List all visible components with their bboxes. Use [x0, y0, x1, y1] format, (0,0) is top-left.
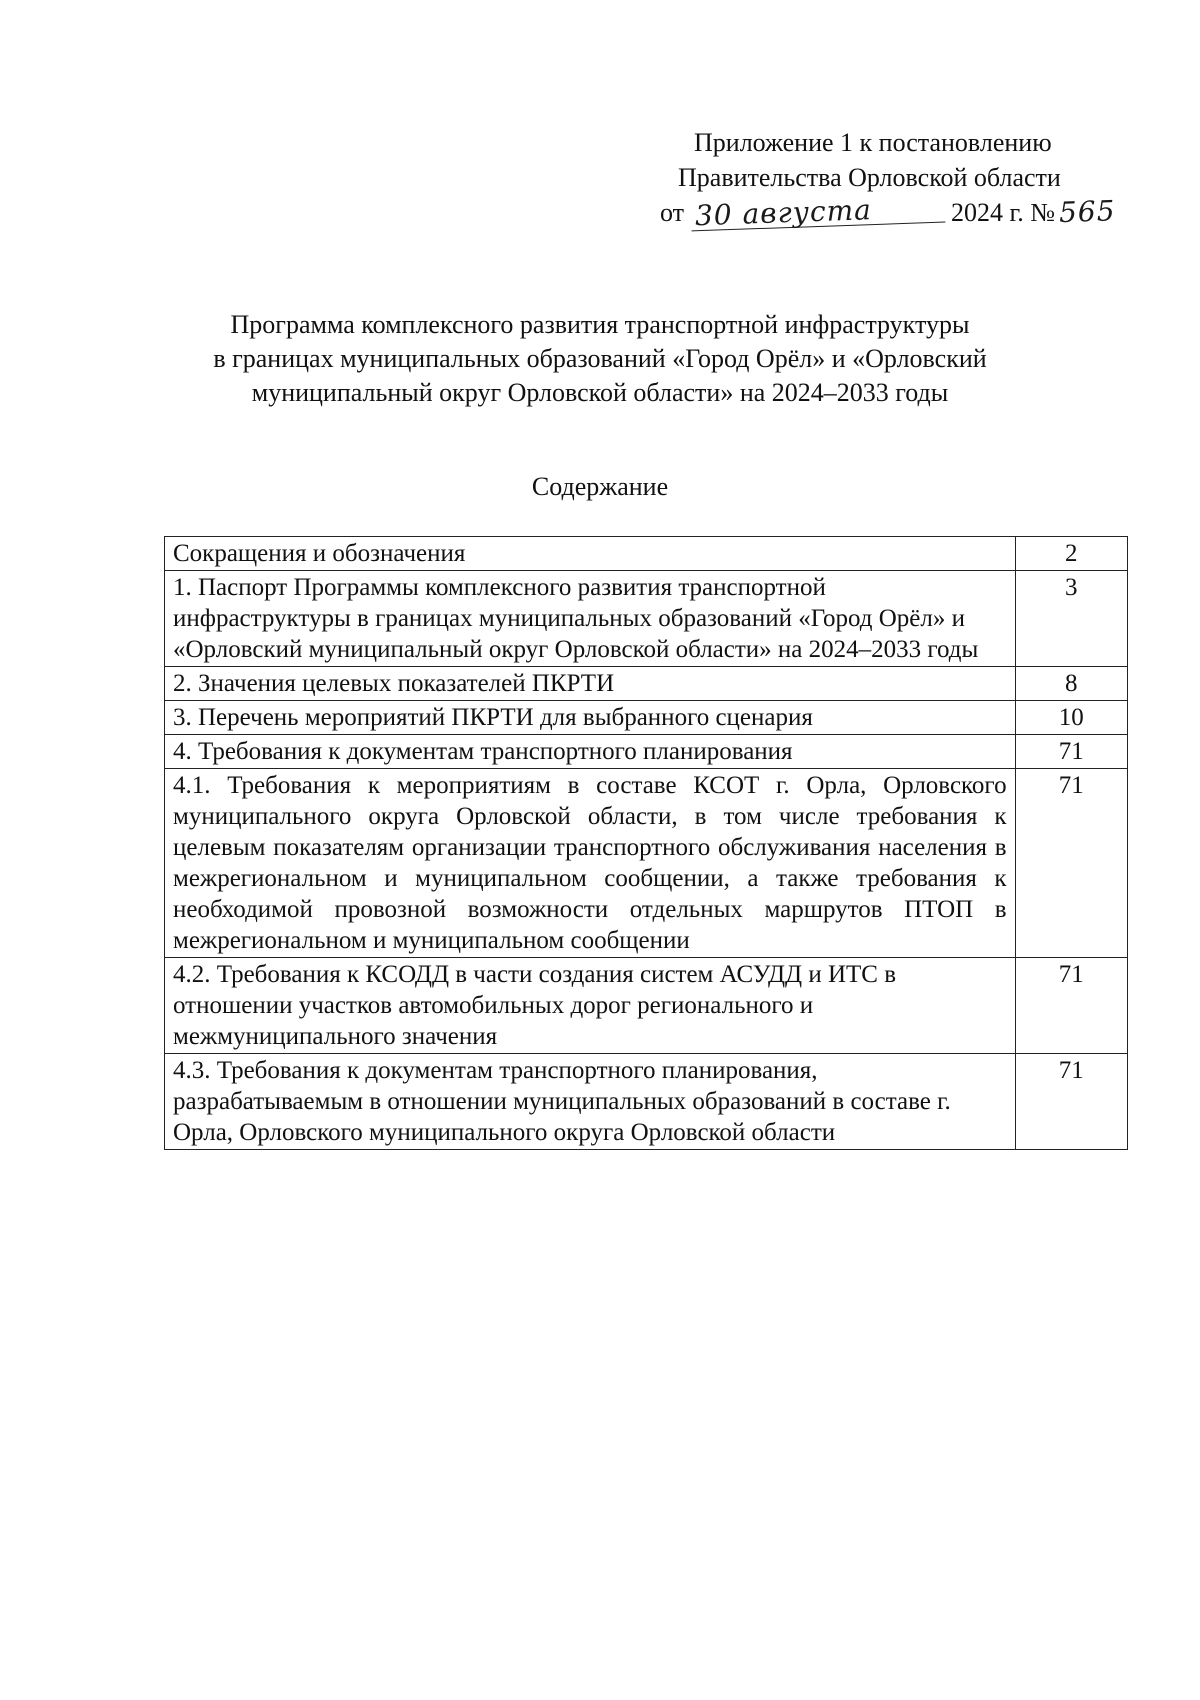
handwritten-number: 565 [1058, 194, 1117, 230]
toc-row [165, 735, 1128, 769]
toc-entry-page: 3 [1015, 571, 1127, 667]
program-title-line-1: Программа комплексного развития транспортной инфраструктуры [230, 310, 970, 339]
toc-entry-title: 4.2. Требования к КСОДД в части создания систем АСУДД и ИТС в отношении участков автомобильных дорог регионального и межмуниципального значения [165, 958, 1016, 1054]
toc-entry-page: 71 [1015, 735, 1127, 769]
toc-row [165, 537, 1128, 571]
toc-row [165, 769, 1128, 958]
toc-entry-title: 4. Требования к документам транспортного планирования [165, 735, 1016, 769]
toc-entry-page: 71 [1015, 1054, 1127, 1150]
toc-entry-page: 71 [1015, 769, 1127, 958]
contents-heading: Содержание [531, 472, 669, 501]
toc-entry-title: Сокращения и обозначения [165, 537, 1016, 571]
approval-line-date-number [640, 193, 1140, 233]
toc-row [165, 571, 1128, 667]
toc-row [165, 667, 1128, 701]
approval-line-government: Правительства Орловской области [678, 163, 1061, 192]
approval-block [640, 125, 1140, 233]
toc-entry-page: 71 [1015, 958, 1127, 1054]
handwritten-date: 30 августа [690, 194, 945, 232]
year-label: 2024 г. № [951, 198, 1056, 227]
toc-row [165, 958, 1128, 1054]
toc-entry-title: 4.3. Требования к документам транспортного планирования, разрабатываемым в отношении муниципальных образований в составе г. Орла, Орловского муниципального округа Орловской области [165, 1054, 1016, 1150]
program-title-line-3: муниципальный округ Орловской области» на 2024–2033 годы [251, 378, 949, 407]
toc-entry-title: 4.1. Требования к мероприятиям в составе КСОТ г. Орла, Орловского муниципального округа Орловской области, в том числе требования к целевым показателям организации транспортного обслуживания населения в межрегиональном и муниципальном сообщении, а также требования к необходимой провозной возможности отдельных маршрутов ПТОП в межрегиональном и муниципальном сообщении [165, 769, 1016, 958]
from-label: от [660, 198, 685, 227]
toc-entry-page: 2 [1015, 537, 1127, 571]
table-of-contents [164, 536, 1128, 1150]
toc-entry-title: 3. Перечень мероприятий ПКРТИ для выбранного сценария [165, 701, 1016, 735]
toc-entry-title: 1. Паспорт Программы комплексного развития транспортной инфраструктуры в границах муниципальных образований «Город Орёл» и «Орловский муниципальный округ Орловской области» на 2024–2033 годы [165, 571, 1016, 667]
program-title [150, 308, 1050, 410]
toc-row [165, 701, 1128, 735]
toc-entry-title: 2. Значения целевых показателей ПКРТИ [165, 667, 1016, 701]
approval-line-appendix: Приложение 1 к постановлению [694, 128, 1052, 157]
toc-row [165, 1054, 1128, 1150]
program-title-line-2: в границах муниципальных образований «Город Орёл» и «Орловский [213, 344, 987, 373]
toc-entry-page: 10 [1015, 701, 1127, 735]
toc-entry-page: 8 [1015, 667, 1127, 701]
